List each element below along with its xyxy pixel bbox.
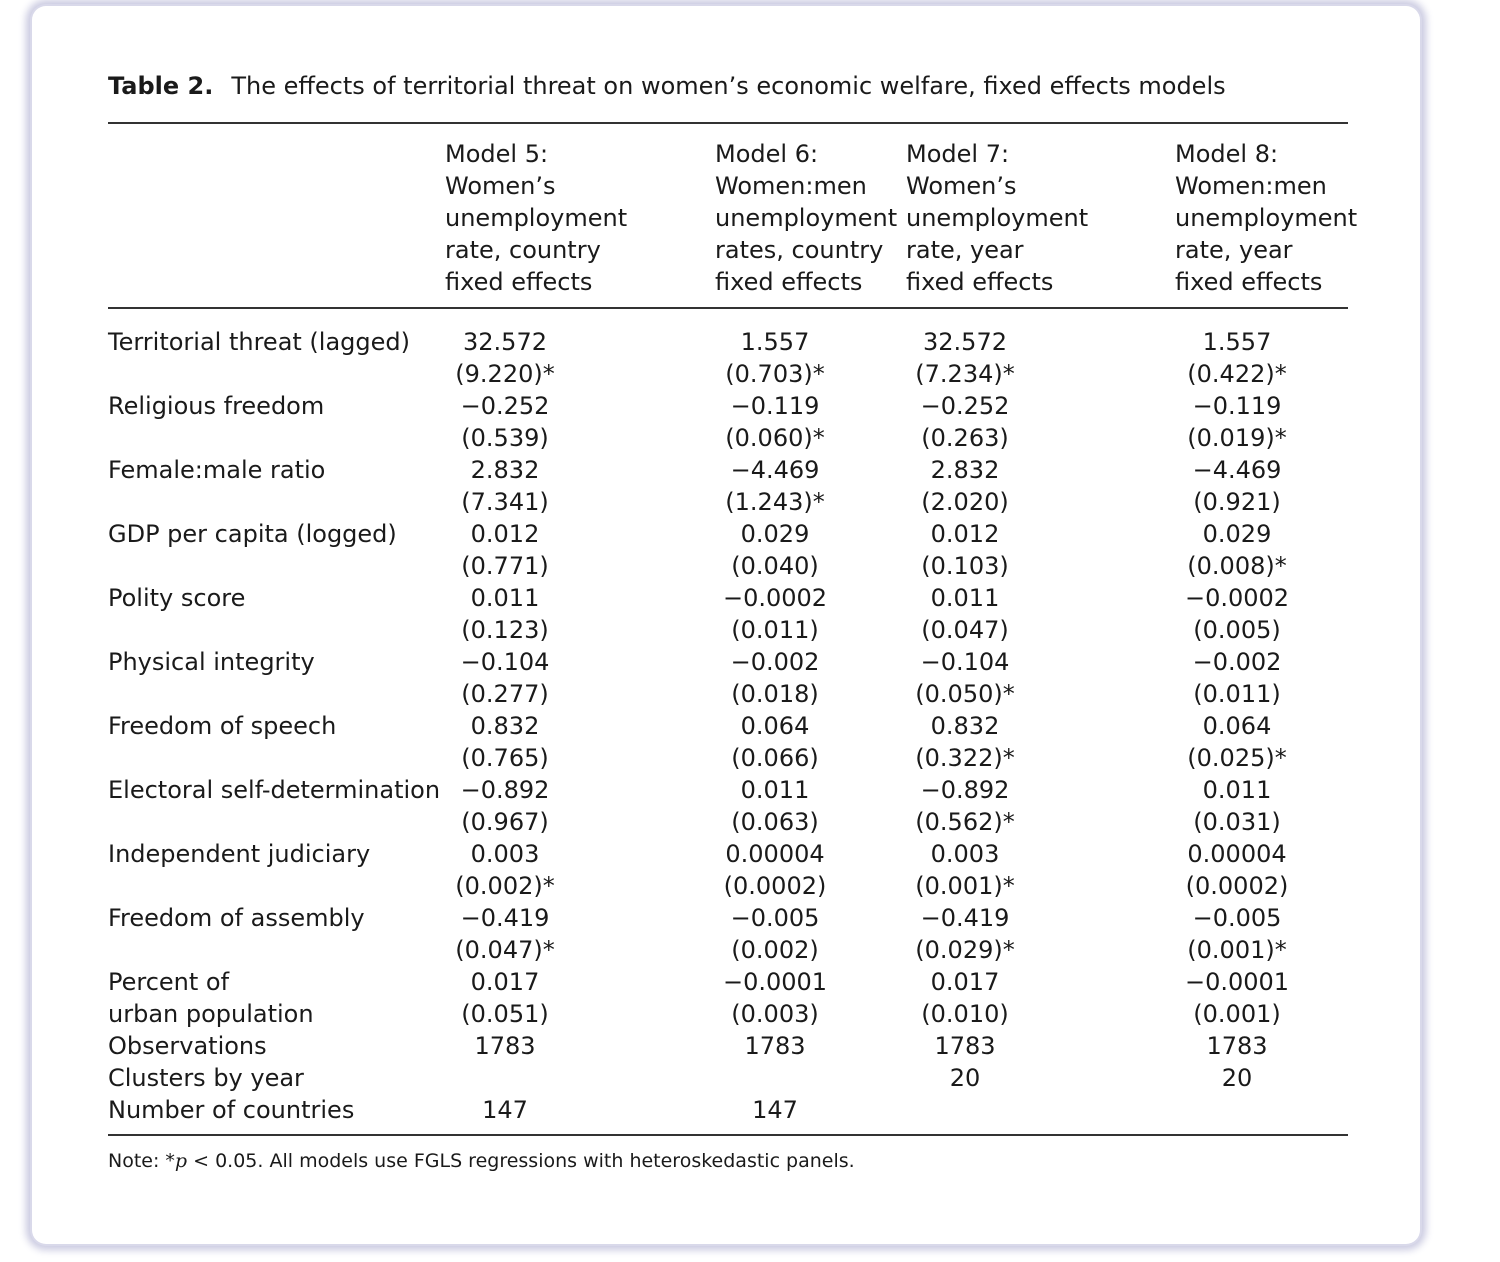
coefficient-cell: −0.252 xyxy=(460,392,550,420)
coefficient-cell: 0.012 xyxy=(930,520,1000,548)
std-error-cell: (0.008)* xyxy=(1187,552,1287,580)
std-error-cell: (0.0002) xyxy=(723,872,827,900)
coefficient-cell: 0.832 xyxy=(470,712,540,740)
std-error-cell: (0.002)* xyxy=(455,872,555,900)
row-label: Territorial threat (lagged) xyxy=(108,328,411,356)
std-error-cell: (0.0002) xyxy=(1185,872,1289,900)
header-rule xyxy=(108,307,1348,309)
row-label: Religious freedom xyxy=(108,392,325,420)
column-header-line: rate, country xyxy=(445,236,601,264)
coefficient-cell: −0.252 xyxy=(920,392,1010,420)
row-label: Clusters by year xyxy=(108,1064,304,1092)
row-label: Percent of xyxy=(108,968,230,996)
coefficient-cell: 0.832 xyxy=(930,712,1000,740)
column-header-line: unemployment xyxy=(445,204,628,232)
std-error-cell: (9.220)* xyxy=(455,360,555,388)
std-error-cell: (0.001) xyxy=(1193,1000,1281,1028)
coefficient-cell: 2.832 xyxy=(930,456,1000,484)
note-suffix: < 0.05. All models use FGLS regressions with heteroskedastic panels. xyxy=(187,1150,855,1172)
column-header-line: rates, country xyxy=(715,236,884,264)
column-header-model-5 xyxy=(445,138,627,298)
std-error-cell: (0.703)* xyxy=(725,360,825,388)
coefficient-cell: 1783 xyxy=(1206,1032,1268,1060)
coefficient-cell: 20 xyxy=(949,1064,981,1092)
coefficient-cell: 0.029 xyxy=(740,520,810,548)
coefficient-cell: −0.0001 xyxy=(1184,968,1290,996)
coefficient-cell: −0.104 xyxy=(920,648,1010,676)
std-error-cell: (0.277) xyxy=(461,680,549,708)
column-header-model-7 xyxy=(906,138,1088,298)
column-header-line: Women:men xyxy=(715,172,867,200)
std-error-cell: (0.103) xyxy=(921,552,1009,580)
coefficient-cell: 0.00004 xyxy=(725,840,825,868)
row-label: Independent judiciary xyxy=(108,840,371,868)
std-error-cell: (0.921) xyxy=(1193,488,1281,516)
std-error-cell: (7.234)* xyxy=(915,360,1015,388)
row-label: Female:male ratio xyxy=(108,456,326,484)
std-error-cell: (0.765) xyxy=(461,744,549,772)
row-label: urban population xyxy=(108,1000,314,1028)
coefficient-cell: −0.892 xyxy=(920,776,1010,804)
column-header-model-8 xyxy=(1175,138,1357,298)
column-header-line: rate, year xyxy=(906,236,1024,264)
coefficient-cell: 0.064 xyxy=(740,712,810,740)
coefficient-cell: 147 xyxy=(752,1096,798,1124)
coefficient-cell: 0.011 xyxy=(1202,776,1272,804)
row-label: Number of countries xyxy=(108,1096,355,1124)
coefficient-cell: 1.557 xyxy=(1202,328,1272,356)
std-error-cell: (0.967) xyxy=(461,808,549,836)
std-error-cell: (0.029)* xyxy=(915,936,1015,964)
std-error-cell: (0.263) xyxy=(921,424,1009,452)
coefficient-cell: −0.419 xyxy=(460,904,550,932)
table-caption xyxy=(108,72,1226,100)
coefficient-cell: 0.011 xyxy=(470,584,540,612)
column-header-line: Women’s xyxy=(906,172,1017,200)
bottom-rule xyxy=(108,1134,1348,1136)
std-error-cell: (0.011) xyxy=(1193,680,1281,708)
std-error-cell: (0.031) xyxy=(1193,808,1281,836)
row-label: Physical integrity xyxy=(108,648,315,676)
std-error-cell: (0.019)* xyxy=(1187,424,1287,452)
coefficient-cell: 0.011 xyxy=(930,584,1000,612)
std-error-cell: (0.771) xyxy=(461,552,549,580)
std-error-cell: (0.001)* xyxy=(1187,936,1287,964)
std-error-cell: (0.001)* xyxy=(915,872,1015,900)
std-error-cell: (0.123) xyxy=(461,616,549,644)
coefficient-cell: 0.029 xyxy=(1202,520,1272,548)
coefficient-cell: −0.119 xyxy=(730,392,820,420)
column-header-line: fixed effects xyxy=(1175,268,1323,296)
std-error-cell: (0.047)* xyxy=(455,936,555,964)
coefficient-cell: 32.572 xyxy=(463,328,547,356)
std-error-cell: (0.011) xyxy=(731,616,819,644)
coefficient-cell: −0.419 xyxy=(920,904,1010,932)
note-p-symbol: p xyxy=(174,1150,188,1172)
coefficient-cell: −0.002 xyxy=(1192,648,1282,676)
std-error-cell: (0.562)* xyxy=(915,808,1015,836)
coefficient-cell: −0.119 xyxy=(1192,392,1282,420)
coefficient-cell: 0.017 xyxy=(930,968,1000,996)
coefficient-cell: 0.011 xyxy=(740,776,810,804)
coefficient-cell: 0.00004 xyxy=(1187,840,1287,868)
column-header-line: Women’s xyxy=(445,172,556,200)
std-error-cell: (7.341) xyxy=(461,488,549,516)
coefficient-cell: 1783 xyxy=(474,1032,536,1060)
coefficient-cell: −0.0001 xyxy=(722,968,828,996)
table-title: The effects of territorial threat on women’s economic welfare, fixed effects models xyxy=(231,72,1226,100)
column-header-line: unemployment xyxy=(715,204,898,232)
column-header-line: Model 7: xyxy=(906,140,1010,168)
coefficient-cell: −0.002 xyxy=(730,648,820,676)
std-error-cell: (0.322)* xyxy=(915,744,1015,772)
coefficient-cell: 0.003 xyxy=(930,840,1000,868)
column-header-line: Model 6: xyxy=(715,140,819,168)
std-error-cell: (0.025)* xyxy=(1187,744,1287,772)
table-label: Table 2. xyxy=(108,72,214,100)
std-error-cell: (0.063) xyxy=(731,808,819,836)
column-header-line: unemployment xyxy=(1175,204,1358,232)
row-label: Freedom of assembly xyxy=(108,904,365,932)
column-header-line: Women:men xyxy=(1175,172,1327,200)
std-error-cell: (0.066) xyxy=(731,744,819,772)
std-error-cell: (0.047) xyxy=(921,616,1009,644)
coefficient-cell: 0.003 xyxy=(470,840,540,868)
column-header-line: Model 5: xyxy=(445,140,549,168)
row-label: Electoral self-determination xyxy=(108,776,441,804)
coefficient-cell: 1783 xyxy=(934,1032,996,1060)
coefficient-cell: 32.572 xyxy=(923,328,1007,356)
row-label: GDP per capita (logged) xyxy=(108,520,397,548)
coefficient-cell: −0.0002 xyxy=(1184,584,1290,612)
note-prefix: Note: * xyxy=(108,1150,175,1172)
column-header-line: fixed effects xyxy=(906,268,1054,296)
coefficient-cell: 1783 xyxy=(744,1032,806,1060)
coefficient-cell: −0.104 xyxy=(460,648,550,676)
coefficient-cell: 147 xyxy=(482,1096,528,1124)
column-header-line: Model 8: xyxy=(1175,140,1279,168)
std-error-cell: (1.243)* xyxy=(725,488,825,516)
coefficient-cell: −4.469 xyxy=(1192,456,1282,484)
std-error-cell: (0.010) xyxy=(921,1000,1009,1028)
coefficient-cell: 0.017 xyxy=(470,968,540,996)
row-label: Observations xyxy=(108,1032,267,1060)
std-error-cell: (0.040) xyxy=(731,552,819,580)
coefficient-cell: 0.064 xyxy=(1202,712,1272,740)
table-note xyxy=(108,1150,855,1172)
std-error-cell: (0.060)* xyxy=(725,424,825,452)
coefficient-cell: 20 xyxy=(1221,1064,1253,1092)
std-error-cell: (0.539) xyxy=(461,424,549,452)
std-error-cell: (0.050)* xyxy=(915,680,1015,708)
std-error-cell: (0.018) xyxy=(731,680,819,708)
coefficient-cell: −0.005 xyxy=(730,904,820,932)
std-error-cell: (2.020) xyxy=(921,488,1009,516)
coefficient-cell: −0.005 xyxy=(1192,904,1282,932)
std-error-cell: (0.003) xyxy=(731,1000,819,1028)
top-rule xyxy=(108,122,1348,124)
coefficient-cell: −0.0002 xyxy=(722,584,828,612)
row-label: Freedom of speech xyxy=(108,712,337,740)
coefficient-cell: −0.892 xyxy=(460,776,550,804)
std-error-cell: (0.051) xyxy=(461,1000,549,1028)
coefficient-cell: 2.832 xyxy=(470,456,540,484)
column-header-model-6 xyxy=(715,138,897,298)
row-label: Polity score xyxy=(108,584,246,612)
column-header-line: unemployment xyxy=(906,204,1089,232)
coefficient-cell: −4.469 xyxy=(730,456,820,484)
std-error-cell: (0.002) xyxy=(731,936,819,964)
column-header-line: fixed effects xyxy=(715,268,863,296)
coefficient-cell: 0.012 xyxy=(470,520,540,548)
coefficient-cell: 1.557 xyxy=(740,328,810,356)
std-error-cell: (0.005) xyxy=(1193,616,1281,644)
std-error-cell: (0.422)* xyxy=(1187,360,1287,388)
column-header-line: rate, year xyxy=(1175,236,1293,264)
column-header-line: fixed effects xyxy=(445,268,593,296)
